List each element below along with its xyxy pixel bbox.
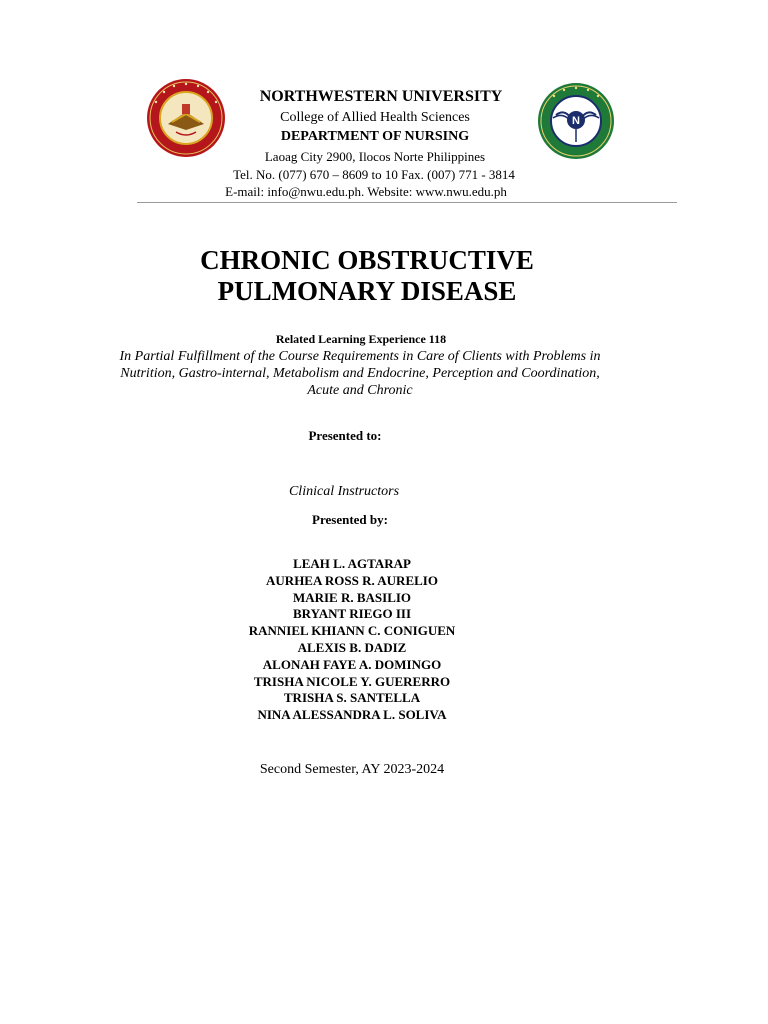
presented-by-label: Presented by: [312, 512, 388, 527]
letterhead-divider [137, 202, 677, 203]
contact-telephone: Tel. No. (077) 670 – 8609 to 10 Fax. (007) 771 - 3814 [233, 167, 515, 182]
partial-fulfillment-statement [80, 348, 640, 399]
presenter-name: AURHEA ROSS R. AURELIO [266, 572, 438, 588]
presenter-name: NINA ALESSANDRA L. SOLIVA [257, 707, 447, 723]
partial-fulfillment-line-1: In Partial Fulfillment of the Course Requirements in Care of Clients with Problems in [119, 349, 601, 364]
partial-fulfillment-line-3: Acute and Chronic [307, 383, 413, 398]
contact-email-website: E-mail: info@nwu.edu.ph. Website: www.nwu.edu.ph [225, 184, 507, 199]
presented-to-label: Presented to: [308, 428, 382, 443]
university-name: NORTHWESTERN UNIVERSITY [259, 88, 503, 105]
presenter-name: ALEXIS B. DADIZ [297, 639, 407, 655]
presenter-name: BRYANT RIEGO III [292, 606, 412, 622]
related-learning-experience: Related Learning Experience 118 [275, 332, 447, 346]
presenter-name: LEAH L. AGTARAP [293, 556, 411, 571]
presenter-name: TRISHA S. SANTELLA [283, 690, 421, 706]
semester-label: Second Semester, AY 2023-2024 [259, 762, 445, 777]
university-address: Laoag City 2900, Ilocos Norte Philippines [264, 149, 486, 164]
svg-text:N: N [572, 115, 580, 127]
partial-fulfillment-line-2: Nutrition, Gastro-internal, Metabolism and Endocrine, Perception and Coordination, [120, 366, 600, 381]
presenter-name: ALONAH FAYE A. DOMINGO [262, 656, 442, 672]
college-name: College of Allied Health Sciences [280, 110, 470, 125]
document-title-line-1: CHRONIC OBSTRUCTIVE [200, 245, 534, 275]
document-title-line-2: PULMONARY DISEASE [217, 276, 517, 306]
presenters-list [202, 556, 502, 724]
presented-to-value: Clinical Instructors [288, 484, 400, 499]
presenter-name: MARIE R. BASILIO [292, 589, 412, 605]
department-name: DEPARTMENT OF NURSING [280, 129, 470, 144]
presenter-name: RANNIEL KHIANN C. CONIGUEN [248, 623, 456, 639]
presenter-name: TRISHA NICOLE Y. GUERERRO [253, 673, 451, 689]
